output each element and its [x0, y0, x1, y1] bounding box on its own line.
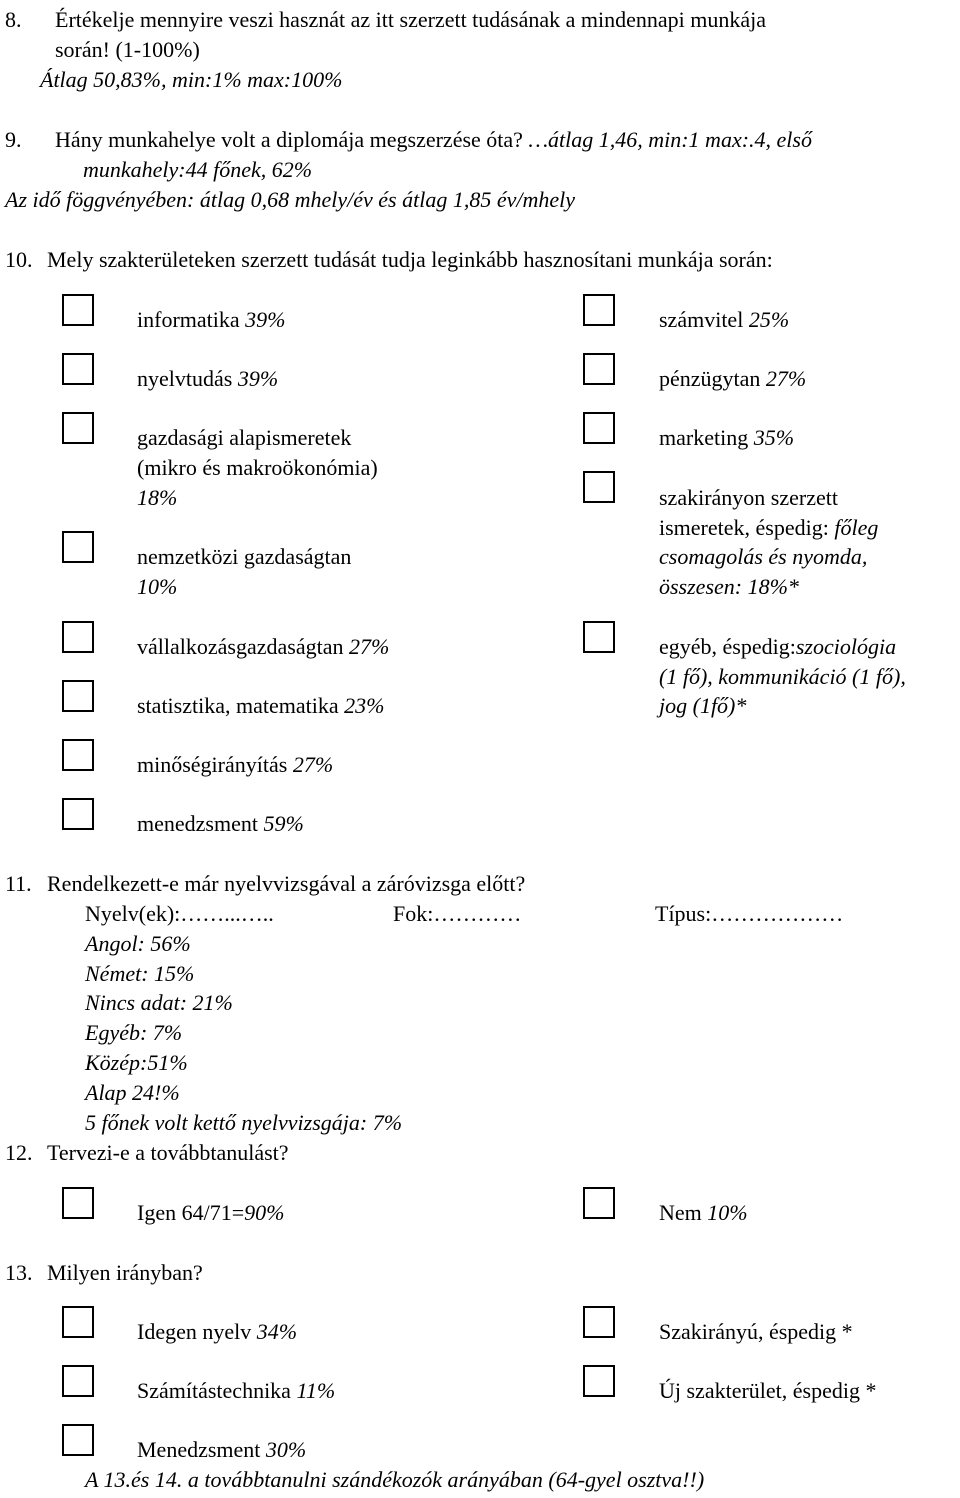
q11-result-egyeb: Egyéb: 7% [85, 1020, 183, 1045]
option-szakiranyon-line1: szakirányon szerzett [659, 485, 838, 510]
q13-footnote: A 13.és 14. a továbbtanulni szándékozók arányában (64-gyel osztva!!) [85, 1467, 705, 1492]
q11-result-alap: Alap 24!% [85, 1080, 180, 1105]
q13-number: 13. [5, 1260, 33, 1285]
checkbox-szamvitel[interactable] [583, 294, 615, 326]
checkbox-vallalkozasgazdasagtan[interactable] [62, 621, 94, 653]
q11-result-ketto: 5 főnek volt kettő nyelvvizsgája: 7% [85, 1110, 403, 1135]
q9-result-line2: munkahely:44 főnek, 62% [83, 157, 313, 182]
checkbox-menedzsment-13[interactable] [62, 1424, 94, 1456]
checkbox-egyeb[interactable] [583, 621, 615, 653]
q11-result-nemet: Német: 15% [85, 961, 195, 986]
option-szamitastechnika: Számítástechnika 11% [137, 1378, 336, 1403]
checkbox-informatika[interactable] [62, 294, 94, 326]
q8-result: Átlag 50,83%, min:1% max:100% [40, 67, 343, 92]
option-egyeb-line2: (1 fő), kommunikáció (1 fő), [659, 664, 906, 689]
option-szakiranyon-line4: összesen: 18%* [659, 574, 799, 599]
q10-number: 10. [5, 247, 33, 272]
option-nem: Nem 10% [659, 1200, 748, 1225]
checkbox-menedzsment[interactable] [62, 798, 94, 830]
q9-question [55, 129, 812, 151]
q11-fok-field: Fok:………… [393, 901, 522, 926]
option-idegen-nyelv: Idegen nyelv 34% [137, 1319, 298, 1344]
checkbox-szamitastechnika[interactable] [62, 1365, 94, 1397]
checkbox-szakiranyon-szerzett[interactable] [583, 471, 615, 503]
q9-result-line3: Az idő föggvényében: átlag 0,68 mhely/év és átlag 1,85 év/mhely [5, 187, 575, 212]
option-menedzsment: menedzsment 59% [137, 811, 304, 836]
checkbox-uj-szakterulet[interactable] [583, 1365, 615, 1397]
option-gazdasagi-alapismeretek-pct: 18% [137, 485, 178, 510]
q11-tipus-field: Típus:……………… [655, 901, 844, 926]
checkbox-nemzetkozi-gazdasagtan[interactable] [62, 531, 94, 563]
option-gazdasagi-alapismeretek-line2: (mikro és makroökonómia) [137, 455, 378, 480]
option-nemzetkozi-gazdasagtan: nemzetközi gazdaságtan [137, 544, 352, 569]
q11-result-nincs-adat: Nincs adat: 21% [85, 990, 233, 1015]
option-nemzetkozi-gazdasagtan-pct: 10% [137, 574, 178, 599]
checkbox-nyelvtudas[interactable] [62, 353, 94, 385]
option-penzugytan: pénzügytan 27% [659, 366, 807, 391]
option-informatika: informatika 39% [137, 307, 286, 332]
checkbox-marketing[interactable] [583, 412, 615, 444]
q12-number: 12. [5, 1140, 33, 1165]
q8-number: 8. [5, 7, 22, 32]
checkbox-gazdasagi-alapismeretek[interactable] [62, 412, 94, 444]
option-szakiranyon-line2: ismeretek, éspedig: főleg [659, 515, 879, 540]
option-minosegiranyitas: minőségirányítás 27% [137, 752, 334, 777]
q9-number: 9. [5, 127, 22, 152]
option-uj-szakterulet: Új szakterület, éspedig * [659, 1378, 877, 1403]
option-szakiranyon-line3: csomagolás és nyomda, [659, 544, 868, 569]
option-egyeb-line1: egyéb, éspedig:szociológia [659, 634, 897, 659]
q9-question-text: Hány munkahelye volt a diplomája megszerzése óta? [55, 127, 529, 152]
option-szamvitel: számvitel 25% [659, 307, 790, 332]
q9-result-line1: …átlag 1,46, min:1 max:.4, első [528, 127, 812, 152]
checkbox-igen[interactable] [62, 1187, 94, 1219]
option-igen: Igen 64/71=90% [137, 1200, 285, 1225]
q11-result-angol: Angol: 56% [85, 931, 191, 956]
checkbox-statisztika-matematika[interactable] [62, 680, 94, 712]
q11-nyelv-field: Nyelv(ek):……...….. [85, 901, 274, 926]
checkbox-idegen-nyelv[interactable] [62, 1306, 94, 1338]
checkbox-minosegiranyitas[interactable] [62, 739, 94, 771]
option-gazdasagi-alapismeretek-line1: gazdasági alapismeretek [137, 425, 352, 450]
q11-number: 11. [5, 871, 32, 896]
option-marketing: marketing 35% [659, 425, 795, 450]
option-vallalkozasgazdasagtan: vállalkozásgazdaságtan 27% [137, 634, 390, 659]
option-szakiranyu: Szakirányú, éspedig * [659, 1319, 853, 1344]
checkbox-penzugytan[interactable] [583, 353, 615, 385]
option-statisztika-matematika: statisztika, matematika 23% [137, 693, 385, 718]
q12-question: Tervezi-e a továbbtanulást? [47, 1140, 289, 1165]
checkbox-nem[interactable] [583, 1187, 615, 1219]
q11-result-kozep: Közép:51% [85, 1050, 188, 1075]
q8-question-line1: Értékelje mennyire veszi hasznát az itt szerzett tudásának a mindennapi munkája [55, 7, 767, 32]
q11-question: Rendelkezett-e már nyelvvizsgával a záróvizsga előtt? [47, 871, 526, 896]
q8-question-line2: során! (1-100%) [55, 37, 200, 62]
q13-question: Milyen irányban? [47, 1260, 203, 1285]
q10-question: Mely szakterületeken szerzett tudását tudja leginkább hasznosítani munkája során: [47, 247, 773, 272]
option-menedzsment-13: Menedzsment 30% [137, 1437, 307, 1462]
option-nyelvtudas: nyelvtudás 39% [137, 366, 279, 391]
option-egyeb-line3: jog (1fő)* [659, 693, 747, 718]
checkbox-szakiranyu[interactable] [583, 1306, 615, 1338]
